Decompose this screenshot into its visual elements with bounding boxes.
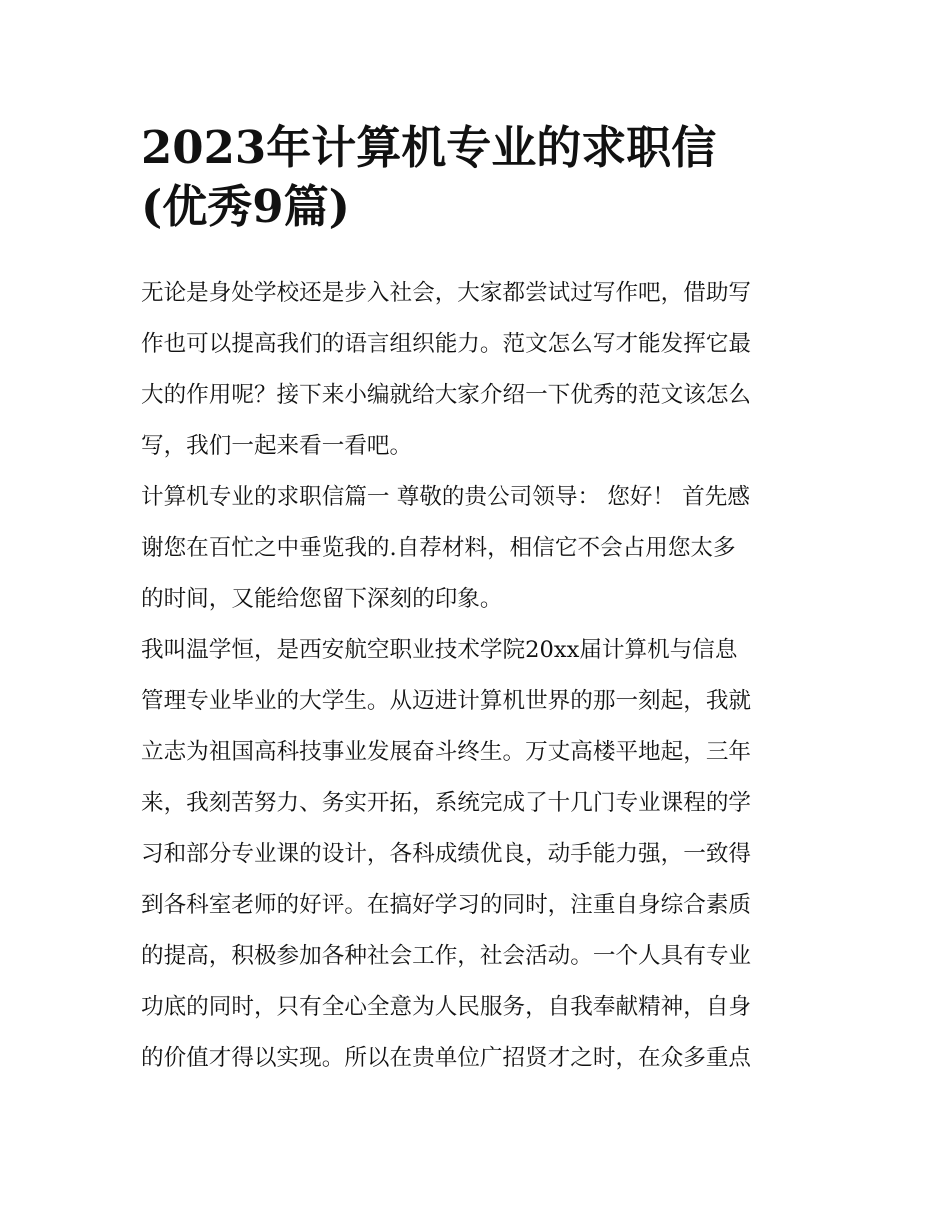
letter-greeting-paragraph [141,472,813,625]
text-line: 的价值才得以实现。所以在贵单位广招贤才之时，在众多重点 [141,1045,752,1071]
self-introduction-paragraph [141,625,813,1084]
text-line: 来，我刻苦努力、务实开拓，系统完成了十几门专业课程的学 [141,790,752,816]
text-line: 立志为祖国高科技事业发展奋斗终生。万丈高楼平地起，三年 [141,739,752,765]
text-line: 大的作用呢？接下来小编就给大家介绍一下优秀的范文该怎么 [141,382,752,408]
text-line: 无论是身处学校还是步入社会，大家都尝试过写作吧，借助写 [141,280,752,306]
text-line: 作也可以提高我们的语言组织能力。范文怎么写才能发挥它最 [141,331,752,357]
text-line: 到各科室老师的好评。在搞好学习的同时，注重自身综合素质 [141,892,752,918]
text-line: 谢您在百忙之中垂览我的.自荐材料，相信它不会占用您太多 [141,535,736,561]
title-line: 2023年计算机专业的求职信 [141,121,717,174]
text-line: 我叫温学恒，是西安航空职业技术学院20xx届计算机与信息 [141,637,738,663]
document-body [141,268,813,1084]
text-line: 计算机专业的求职信篇一 尊敬的贵公司领导： 您好！ 首先感 [141,484,750,510]
intro-paragraph [141,268,813,472]
document-page [141,118,813,1084]
text-line: 功底的同时，只有全心全意为人民服务，自我奉献精神，自身 [141,994,752,1020]
text-line: 习和部分专业课的设计，各科成绩优良，动手能力强，一致得 [141,841,752,867]
text-line: 的提高，积极参加各种社会工作，社会活动。一个人具有专业 [141,943,752,969]
document-title [141,118,813,236]
title-line: (优秀9篇) [141,180,350,233]
text-line: 管理专业毕业的大学生。从迈进计算机世界的那一刻起，我就 [141,688,752,714]
text-line: 的时间，又能给您留下深刻的印象。 [141,586,503,612]
text-line: 写，我们一起来看一看吧。 [141,433,413,459]
